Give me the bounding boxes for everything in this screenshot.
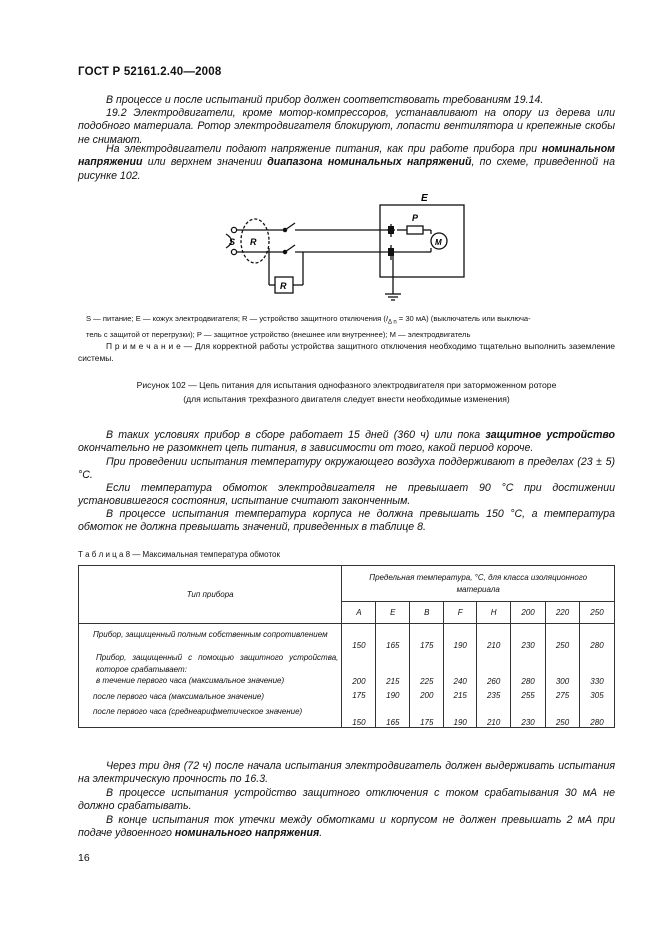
table-cell: 215 <box>444 687 477 703</box>
class-header: E <box>376 602 410 624</box>
table-cell: 305 <box>579 687 614 703</box>
label-r: R <box>250 237 257 247</box>
paragraph-rcd-not-trip: В процессе испытания устройство защитного отключения с током срабатывания 30 мА не должно срабатывать. <box>78 787 615 813</box>
paragraph-ambient-temp: При проведении испытания температуру окружающего воздуха поддерживают в пределах (23 ± 5) °С. <box>78 456 615 482</box>
table-cell: 250 <box>546 624 580 651</box>
note: П р и м е ч а н и е — Для корректной работы устройства защитного отключения необходимо тщательно выполнить заземление системы. <box>78 341 615 363</box>
paragraph-leakage-current: В конце испытания ток утечки между обмотками и корпусом не должен превышать 2 мА при подаче удвоенного номинального напряжения. <box>78 814 615 840</box>
paragraph-supply-voltage: На электродвигатели подают напряжение питания, как при работе прибора при номинальном напряжении или верхнем значении диапазона номинальных напряжений, по схеме, приведенной на рисунке 102. <box>78 143 615 182</box>
document-header: ГОСТ Р 52161.2.40—2008 <box>78 66 222 78</box>
table-cell: 165 <box>376 702 410 728</box>
page-number: 16 <box>78 852 90 864</box>
label-m: M <box>435 238 442 247</box>
figure-caption-line-2: (для испытания трехфазного двигателя следует внести необходимые изменения) <box>183 394 510 404</box>
table-cell: 175 <box>410 624 444 651</box>
table-cell: 280 <box>511 650 546 687</box>
table-cell: 225 <box>410 650 444 687</box>
table-cell: 240 <box>444 650 477 687</box>
paragraph-19-1-requirements: В процессе и после испытаний прибор должен соответствовать требованиям 19.14. <box>106 94 544 106</box>
row-name: после первого часа (среднеарифметическое значение) <box>79 702 342 728</box>
class-header: 220 <box>546 602 580 624</box>
figure-caption <box>78 378 615 406</box>
label-e: E <box>421 193 428 204</box>
table-cell: 190 <box>444 624 477 651</box>
label-r-box: R <box>280 281 287 291</box>
class-header: A <box>342 602 376 624</box>
table-cell: 300 <box>546 650 580 687</box>
legend-line-1: S — питание; E — кожух электродвигателя; R — устройство защитного отключения ($I_{\Delta n} = 30$ мА) (выключатель или выключа- <box>86 314 531 326</box>
table-cell: 255 <box>511 687 546 703</box>
table-cell: 230 <box>511 702 546 728</box>
table-cell: 250 <box>546 702 580 728</box>
legend-line-2: тель с защитой от перегрузки); P — защитное устройство (внешнее или внутреннее); M — электродвигатель <box>86 330 471 340</box>
table-cell: 175 <box>410 702 444 728</box>
protective-device-p <box>407 226 423 234</box>
diagram-legend <box>86 313 615 341</box>
table-cell: 200 <box>410 687 444 703</box>
label-p: P <box>412 213 419 223</box>
table-cell: 210 <box>477 702 511 728</box>
paragraph-dielectric-test: Через три дня (72 ч) после начала испытания электродвигатель должен выдерживать испытания на электрическую прочность по 16.3. <box>78 760 615 786</box>
header-temperature-limit: Предельная температура, °С, для класса изоляционного материала <box>342 566 615 602</box>
class-header: H <box>477 602 511 624</box>
table-cell: 280 <box>579 702 614 728</box>
table-cell: 150 <box>342 624 376 651</box>
table-cell: 200 <box>342 650 376 687</box>
table-cell: 330 <box>579 650 614 687</box>
table-cell: 165 <box>376 624 410 651</box>
table-row <box>79 650 615 687</box>
label-s: S <box>229 237 236 247</box>
paragraph-19-2: 19.2 Электродвигатели, кроме мотор-компрессоров, устанавливают на опору из дерева или подобного материала. Ротор электродвигателя блокируют, лопасти вентилятора и крепежные скобы не снимают. <box>78 107 615 146</box>
row-name: после первого часа (максимальное значение) <box>79 687 342 703</box>
row-name: Прибор, защищенный полным собственным сопротивлением <box>79 624 342 651</box>
winding-temperature-table <box>78 565 615 728</box>
table-row <box>79 702 615 728</box>
paragraph-test-duration: В таких условиях прибор в сборе работает 15 дней (360 ч) или пока защитное устройство окончательно не разомкнет цепь питания, в зависимости от того, какой период короче. <box>78 429 615 455</box>
table-row <box>79 687 615 703</box>
table-cell: 190 <box>376 687 410 703</box>
table-row <box>79 624 615 651</box>
table-cell: 275 <box>546 687 580 703</box>
table-cell: 150 <box>342 702 376 728</box>
table-cell: 235 <box>477 687 511 703</box>
paragraph-winding-temp: Если температура обмоток электродвигателя не превышает 90 °С при достижении установившегося состояния, испытание считают законченным. <box>78 482 615 508</box>
circuit-diagram <box>225 190 475 302</box>
table-cell: 190 <box>444 702 477 728</box>
header-device-type: Тип прибора <box>79 566 342 624</box>
table-cell: 260 <box>477 650 511 687</box>
table-cell: 280 <box>579 624 614 651</box>
class-header: 250 <box>579 602 614 624</box>
class-header: 200 <box>511 602 546 624</box>
class-header: F <box>444 602 477 624</box>
table-cell: 230 <box>511 624 546 651</box>
table-title: Т а б л и ц а 8 — Максимальная температура обмоток <box>78 550 280 559</box>
paragraph-housing-temp: В процессе испытания температура корпуса не должна превышать 150 °С, а температура обмоток не должна превышать значений, приведенных в таблице 8. <box>78 508 615 534</box>
table-cell: 175 <box>342 687 376 703</box>
row-name: Прибор, защищенный с помощью защитного устройства, которое срабатывает: в течение первого часа (максимальное значение) <box>79 650 342 687</box>
table-cell: 215 <box>376 650 410 687</box>
figure-caption-line-1: Рисунок 102 — Цепь питания для испытания однофазного электродвигателя при заторможенном роторе <box>136 380 557 390</box>
class-header: B <box>410 602 444 624</box>
table-cell: 210 <box>477 624 511 651</box>
